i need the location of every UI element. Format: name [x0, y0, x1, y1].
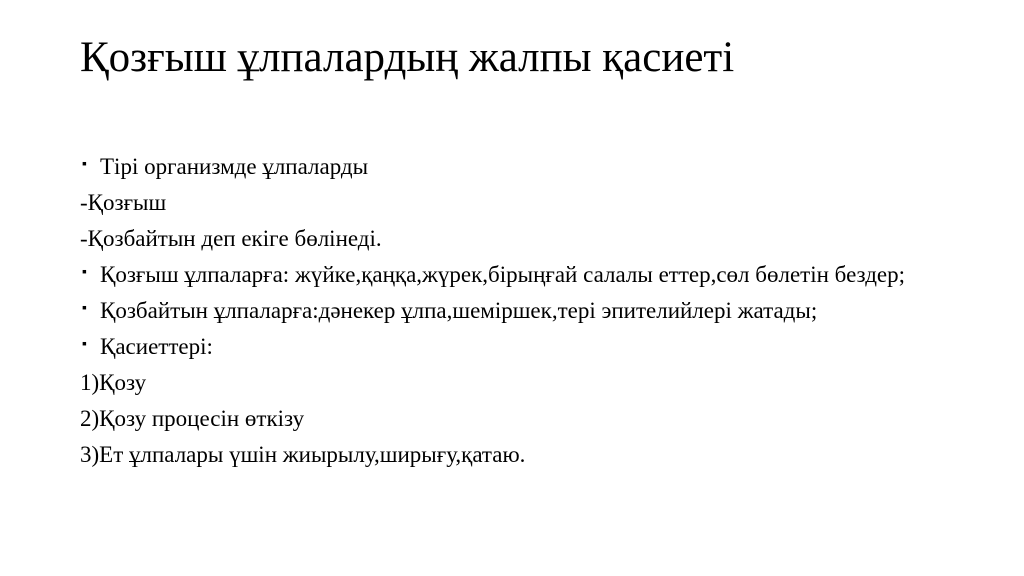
plain-line [80, 188, 960, 218]
line-text: -Қозғыш [80, 190, 167, 215]
line-text: 2)Қозу процесін өткізу [80, 406, 305, 431]
plain-line [80, 404, 960, 434]
slide-body [80, 152, 960, 470]
line-text: 1)Қозу [80, 370, 147, 395]
line-text: 3)Ет ұлпалары үшін жиырылу,ширығу,қатаю. [80, 442, 526, 467]
plain-line [80, 368, 960, 398]
plain-line [80, 440, 960, 470]
line-text: Тірі организмде ұлпаларды [100, 154, 369, 179]
bullet-square-icon: ▪ [82, 337, 87, 352]
line-text: -Қозбайтын деп екігe бөлінеді. [80, 226, 382, 251]
line-text: Қасиеттері: [100, 334, 213, 359]
line-text: Қозбайтын ұлпаларға:дәнекер ұлпа,шеміршек,тері эпителийлері жатады; [100, 298, 818, 323]
bullet-line [80, 332, 960, 362]
bullet-line [80, 152, 960, 182]
plain-line [80, 224, 960, 254]
bullet-square-icon: ▪ [82, 157, 87, 172]
bullet-line [80, 260, 960, 290]
slide-title: Қозғыш ұлпалардың жалпы қасиеті [80, 34, 735, 81]
line-text: Қозғыш ұлпаларға: жүйке,қаңқа,жүрек,бірыңғай салалы еттер,сөл бөлетін бездер; [100, 262, 906, 287]
bullet-square-icon: ▪ [82, 265, 87, 280]
bullet-square-icon: ▪ [82, 301, 87, 316]
bullet-line [80, 296, 960, 326]
